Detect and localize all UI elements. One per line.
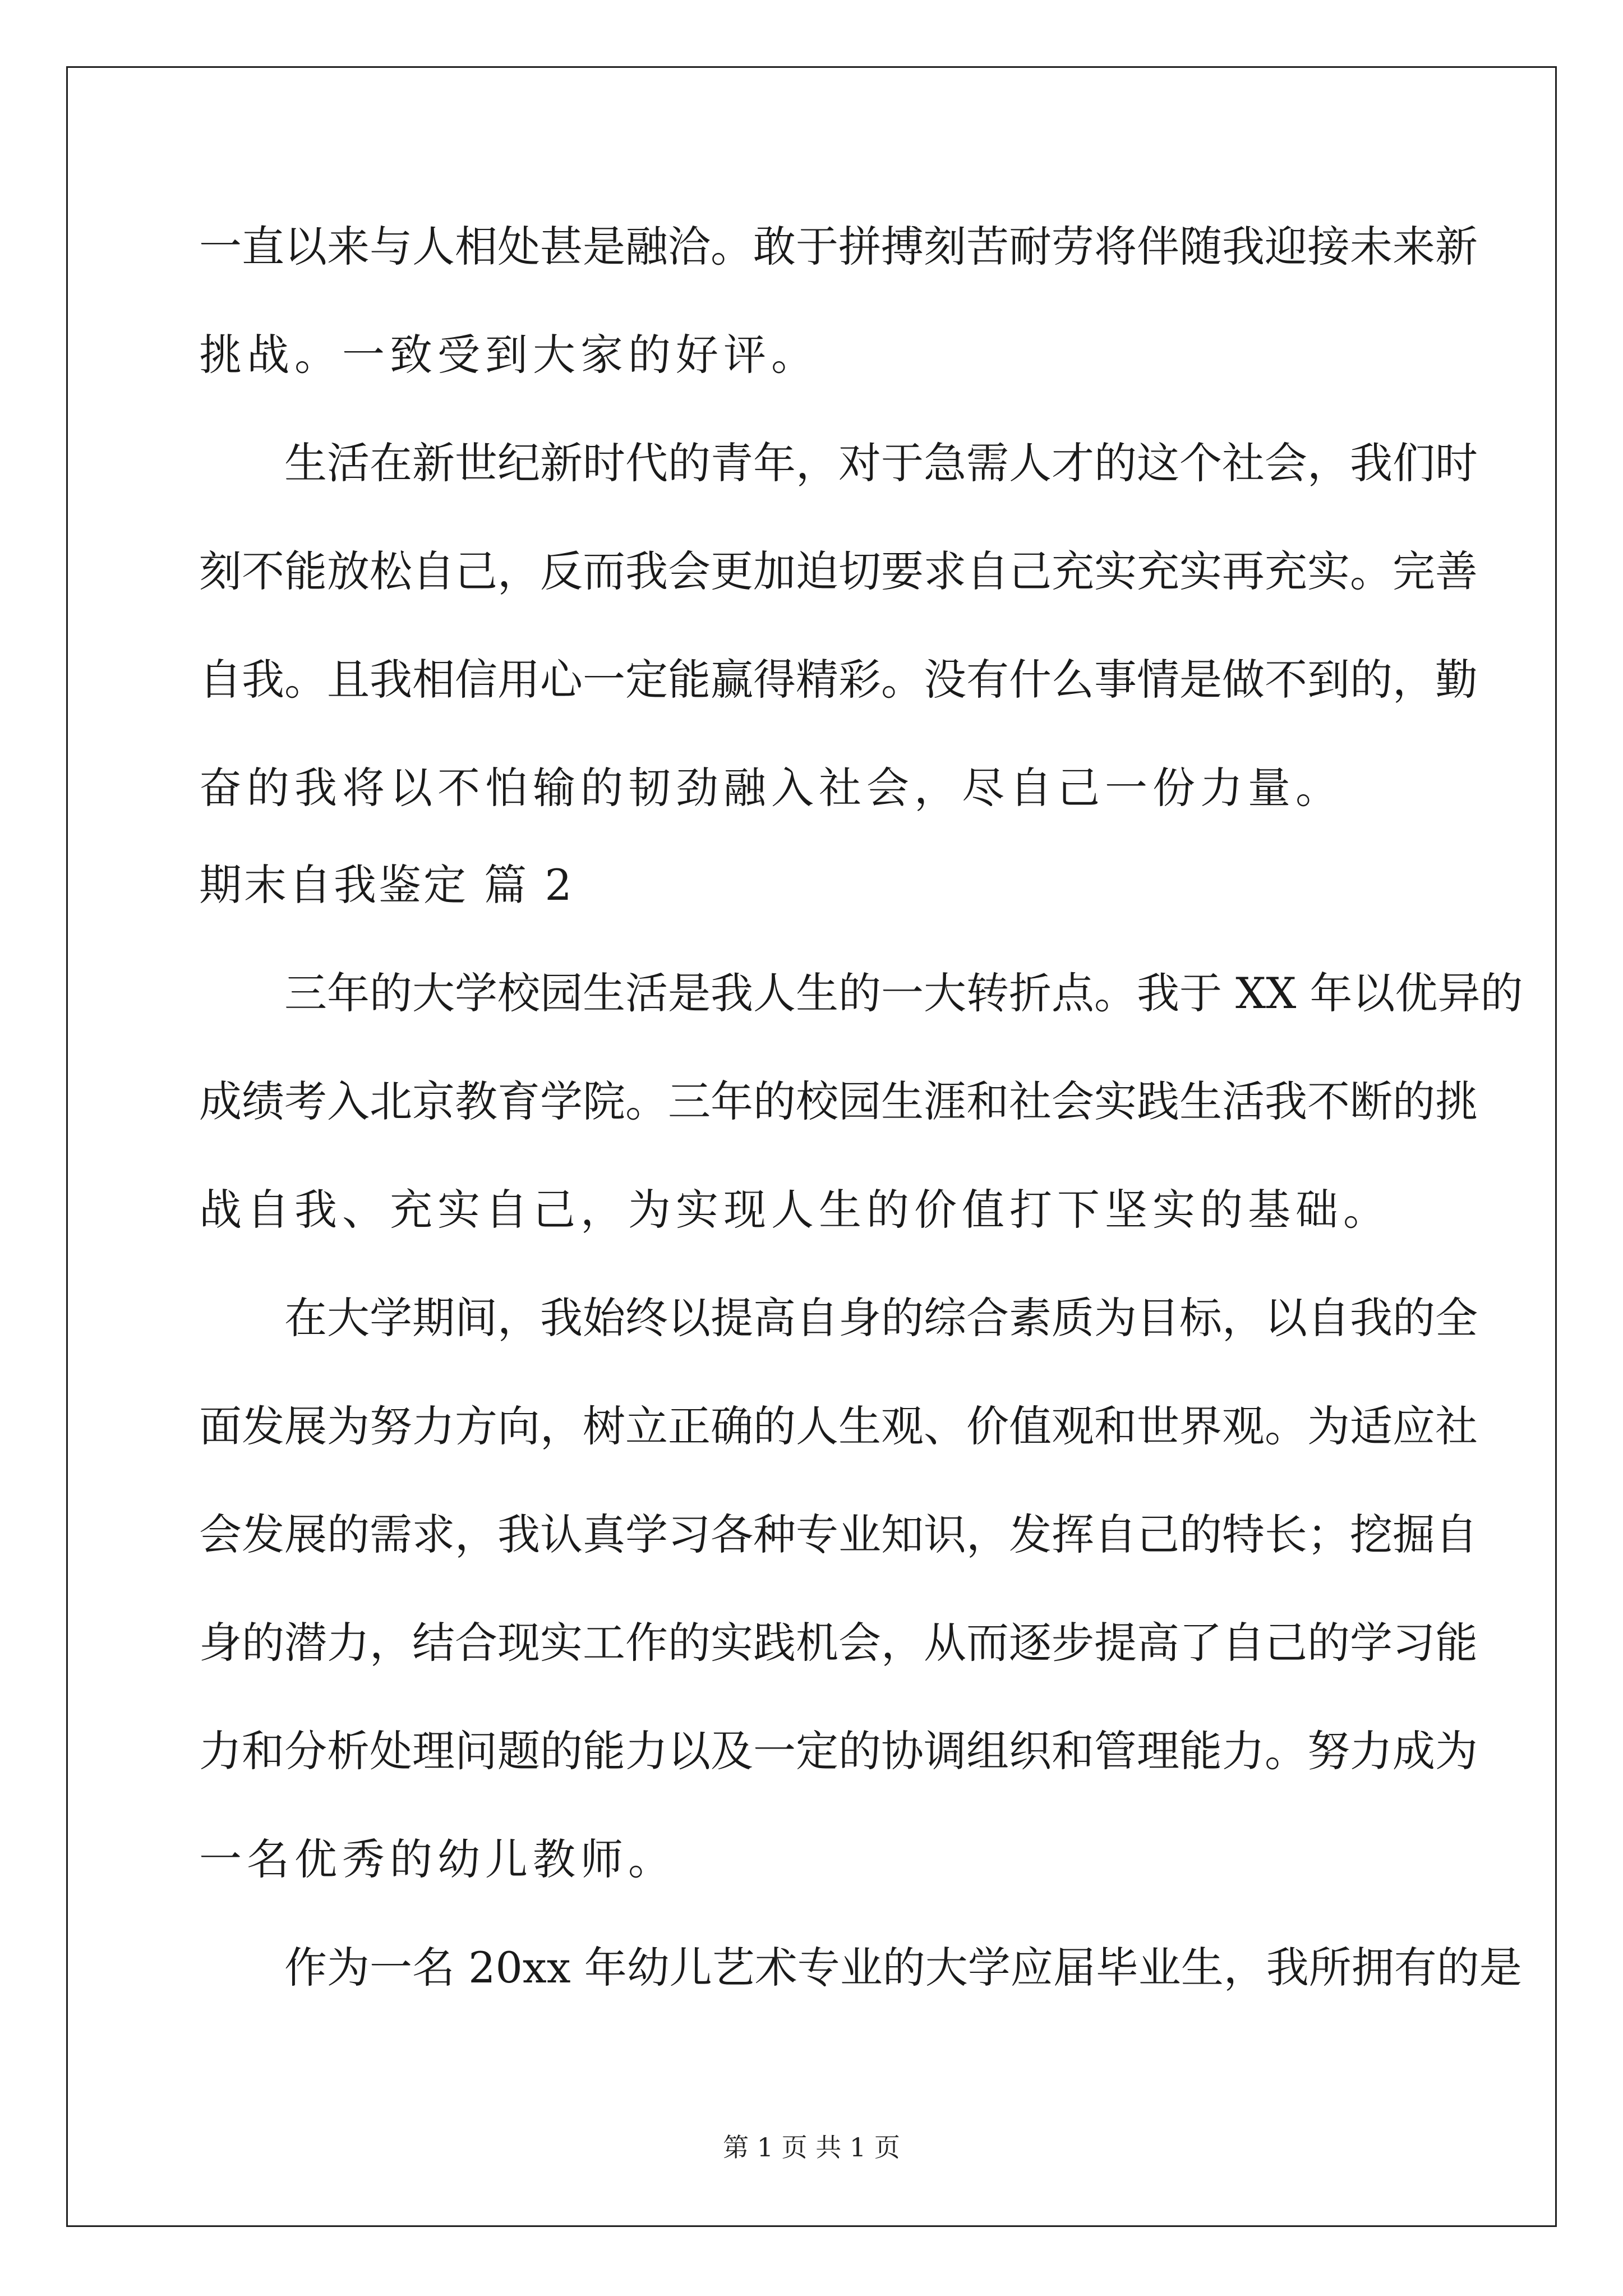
text-line: 奋的我将以不怕输的韧劲融入社会，尽自己一份力量。 xyxy=(199,763,1343,813)
text-line: 会发展的需求，我认真学习各种专业知识，发挥自己的特长；挖掘自 xyxy=(199,1510,1478,1559)
paragraph-first-line: 生活在新世纪新时代的青年，对于急需人才的这个社会，我们时 xyxy=(284,438,1478,488)
text-line: 成绩考入北京教育学院。三年的校园生涯和社会实践生活我不断的挑 xyxy=(199,1076,1478,1126)
text-line: 身的潜力，结合现实工作的实践机会，从而逐步提高了自己的学习能 xyxy=(199,1618,1478,1668)
section-heading: 期末自我鉴定 篇 2 xyxy=(199,860,574,910)
text-line: 战自我、充实自己，为实现人生的价值打下坚实的基础。 xyxy=(199,1185,1391,1235)
text-line: 自我。且我相信用心一定能赢得精彩。没有什么事情是做不到的，勤 xyxy=(199,655,1478,705)
text-line: 力和分析处理问题的能力以及一定的协调组织和管理能力。努力成为 xyxy=(199,1726,1478,1776)
paragraph-first-line: 在大学期间，我始终以提高自身的综合素质为目标，以自我的全 xyxy=(284,1293,1478,1343)
text-line: 一名优秀的幼儿教师。 xyxy=(199,1834,676,1884)
text-line: 面发展为努力方向，树立正确的人生观、价值观和世界观。为适应社 xyxy=(199,1401,1478,1451)
text-line: 一直以来与人相处甚是融洽。敢于拼搏刻苦耐劳将伴随我迎接未来新 xyxy=(199,222,1478,272)
paragraph-first-line: 三年的大学校园生活是我人生的一大转折点。我于 XX 年以优异的 xyxy=(284,968,1523,1018)
text-line: 刻不能放松自己，反而我会更加迫切要求自己充实充实再充实。完善 xyxy=(199,546,1478,596)
page-border xyxy=(66,66,1557,2227)
text-line: 挑战。一致受到大家的好评。 xyxy=(199,330,819,380)
page-footer: 第 1 页 共 1 页 xyxy=(723,2132,900,2162)
paragraph-first-line: 作为一名 20xx 年幼儿艺术专业的大学应届毕业生，我所拥有的是 xyxy=(284,1943,1522,1993)
